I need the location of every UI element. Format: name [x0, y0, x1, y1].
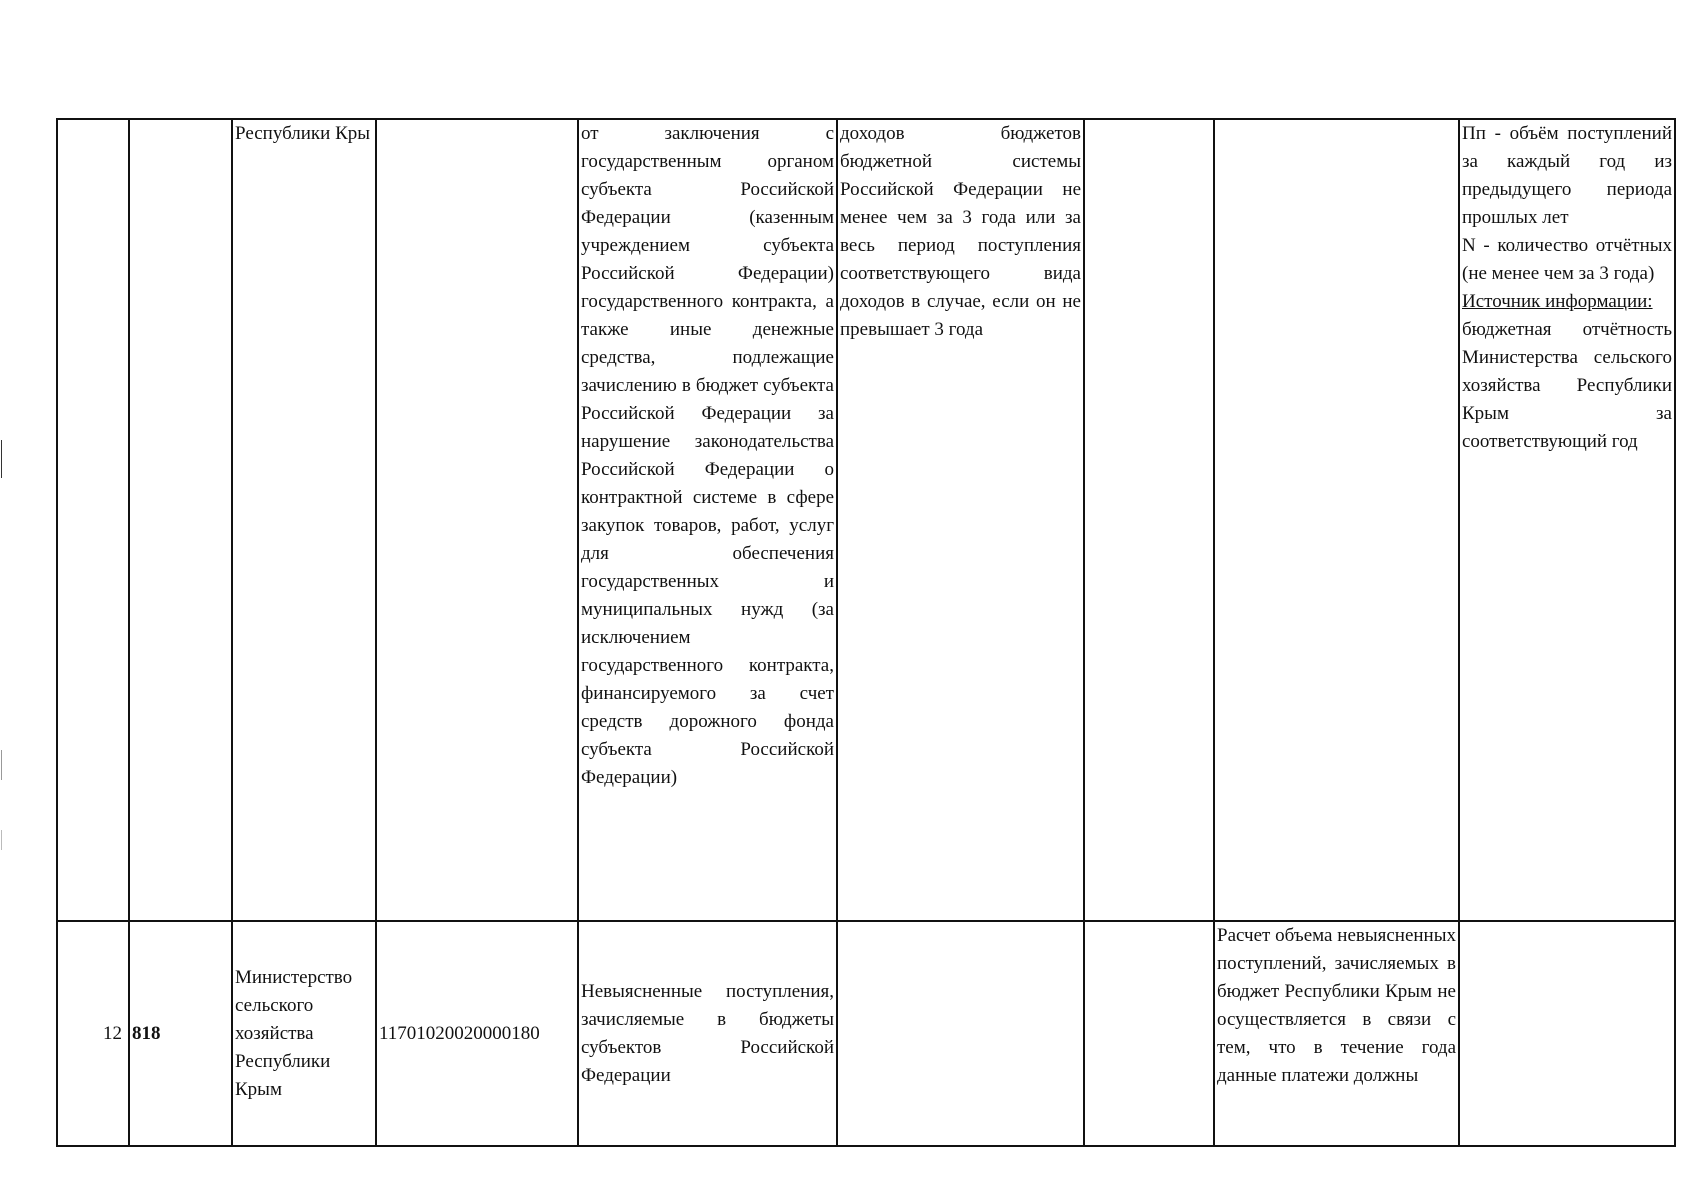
row-number-cell: 12 [57, 921, 129, 1146]
calculation-period-cell: доходов бюджетов бюджетной системы Российской Федерации не менее чем за 3 года или за весь период поступления соответствующего вида доходов в случае, если он не превышает 3 года [837, 119, 1084, 921]
empty-cell [1084, 921, 1214, 1146]
table-row [57, 119, 1675, 921]
table-row [57, 921, 1675, 1146]
source-text: бюджетная отчётность Министерства сельского хозяйства Республики Крым за соответствующий год [1462, 319, 1672, 452]
admin-name-cell: Республики Кры [232, 119, 376, 921]
kbk-cell [376, 119, 578, 921]
scan-edge-mark [1, 750, 2, 780]
formula-notes-cell [1459, 119, 1675, 921]
empty-cell [1084, 119, 1214, 921]
revenue-name-cell: от заключения с государственным органом субъекта Российской Федерации (казенным учреждением субъекта Российской Федерации) государственного контракта, а также иные денежные средства, подлежащие зачислению в бюджет субъекта Российской Федерации за нарушение законодательства Российской Федерации о контрактной системе в сфере закупок товаров, работ, услуг для обеспечения государственных и муниципальных нужд (за исключением государственного контракта, финансируемого за счет средств дорожного фонда субъекта Российской Федерации) [578, 119, 837, 921]
formula-variable-pp: Пп - объём поступлений за каждый год из предыдущего периода прошлых лет [1462, 123, 1672, 228]
admin-code-cell [129, 119, 232, 921]
revenue-name-cell: Невыясненные поступления, зачисляемые в бюджеты субъектов Российской Федерации [578, 921, 837, 1146]
calculation-method-cell [1214, 119, 1459, 921]
revenue-forecast-table [56, 118, 1676, 1147]
kbk-cell: 11701020020000180 [376, 921, 578, 1146]
scan-edge-mark [1, 830, 2, 850]
formula-notes-cell [1459, 921, 1675, 1146]
row-number-cell [57, 119, 129, 921]
calculation-period-cell [837, 921, 1084, 1146]
admin-code-cell: 818 [129, 921, 232, 1146]
formula-variable-n: N - количество отчётных (не менее чем за 3 года) [1462, 235, 1672, 284]
calculation-method-cell: Расчет объема невыясненных поступлений, зачисляемых в бюджет Республики Крым не осуществляется в связи с тем, что в течение года данные платежи должны [1214, 921, 1459, 1146]
source-label: Источник информации: [1462, 291, 1653, 312]
scan-edge-mark [1, 440, 2, 478]
admin-name-cell: Министерство сельского хозяйства Республики Крым [232, 921, 376, 1146]
